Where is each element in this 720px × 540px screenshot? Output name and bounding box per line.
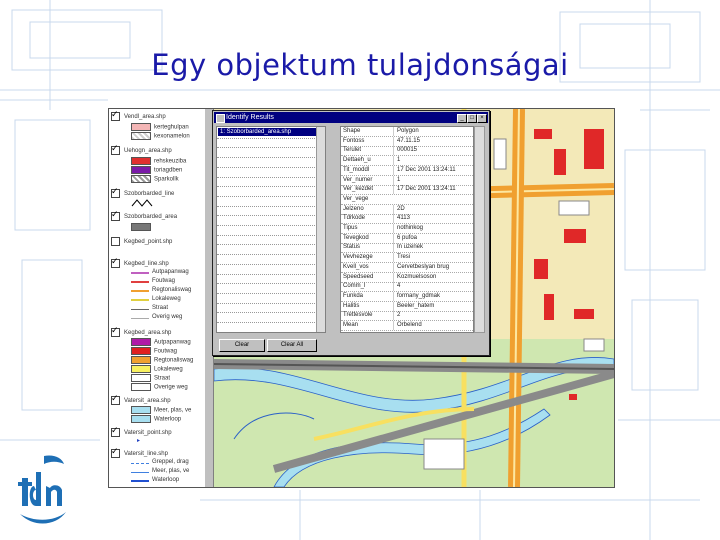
legend-swatch xyxy=(131,132,151,140)
attribute-row xyxy=(341,263,473,273)
identify-icon xyxy=(216,114,225,123)
point-symbol-icon: ▸ xyxy=(137,438,141,444)
attribute-value: 6 pufoa xyxy=(393,234,474,243)
attribute-value: 000015 xyxy=(393,146,474,155)
legend-item xyxy=(131,175,179,183)
layer-checkbox[interactable] xyxy=(111,259,120,268)
attribute-field-name: Speedseed xyxy=(343,273,374,280)
list-row-divider xyxy=(217,274,317,275)
attribute-row xyxy=(341,292,473,302)
legend-item xyxy=(131,278,175,284)
clear-button[interactable]: Clear xyxy=(219,339,265,352)
legend-label: Lokaleweg xyxy=(154,366,183,373)
legend-label: Meer, plas, ve xyxy=(152,468,190,475)
toc-layer[interactable] xyxy=(111,428,172,437)
legend-swatch xyxy=(131,123,151,131)
legend-item xyxy=(131,132,190,140)
legend-label: kerteghulpan xyxy=(154,124,189,131)
list-row-divider xyxy=(217,293,317,294)
layer-name: Kegbed_point.shp xyxy=(124,239,173,246)
dialog-title: Identify Results xyxy=(226,114,274,121)
attribute-field-name: Tdrkode xyxy=(343,215,366,222)
attribute-row xyxy=(341,273,473,283)
attribute-row xyxy=(341,243,473,253)
attribute-field-name: Ver_vege xyxy=(343,195,369,202)
layer-checkbox[interactable] xyxy=(111,396,120,405)
legend-swatch xyxy=(131,356,151,364)
legend-item xyxy=(131,269,189,275)
legend-label: toriagdben xyxy=(154,167,183,174)
list-row-divider xyxy=(217,186,317,187)
attribute-table xyxy=(340,126,474,333)
attribute-value: Cervetbeslyan brug xyxy=(393,263,474,272)
legend-swatch xyxy=(131,347,151,355)
legend-item xyxy=(131,123,189,131)
legend-item xyxy=(131,347,177,355)
attribute-field-name: Fontoss xyxy=(343,137,365,144)
legend-swatch xyxy=(131,406,151,414)
legend-swatch xyxy=(131,296,149,301)
list-row-divider xyxy=(217,283,317,284)
attribute-row xyxy=(341,214,473,224)
layer-name: Kegbed_area.shp xyxy=(124,330,172,337)
layer-name: Vatersit_area.shp xyxy=(124,398,171,405)
legend-label: Lokaleweg xyxy=(152,296,181,303)
layer-name: Szoborbarded_line xyxy=(124,191,175,198)
layer-name: Kegbed_line.shp xyxy=(124,261,169,268)
toc-layer[interactable] xyxy=(111,237,172,246)
layer-name: Szoborbarded_area xyxy=(124,214,178,221)
attribute-row xyxy=(341,253,473,263)
list-row-divider xyxy=(217,138,317,139)
attribute-field-name: Funkda xyxy=(343,292,364,299)
legend-swatch xyxy=(131,223,151,231)
list-row-divider xyxy=(217,157,317,158)
legend-label: Autpapanwag xyxy=(152,269,189,276)
legend-swatch xyxy=(131,314,149,319)
toc-layer[interactable] xyxy=(111,259,169,268)
attribute-value: 17 Dec 2001 13:24:11 xyxy=(393,166,474,175)
legend-item xyxy=(131,223,154,231)
selected-result-item[interactable]: 1: Szoborbarded_area.shp xyxy=(218,128,316,136)
attribute-row xyxy=(341,137,473,147)
attribute-row xyxy=(341,302,473,312)
legend-item xyxy=(131,406,191,414)
attribute-value: 2D xyxy=(393,205,474,214)
legend-swatch xyxy=(131,175,151,183)
layer-checkbox[interactable] xyxy=(111,328,120,337)
legend-label: Autpapanwag xyxy=(154,339,191,346)
layer-name: Vendl_area.shp xyxy=(124,114,166,121)
list-row-divider xyxy=(217,147,317,148)
legend-swatch xyxy=(131,269,149,274)
attribute-value: Kozmuelsoson xyxy=(393,273,474,282)
legend-swatch xyxy=(131,468,149,473)
list-row-divider xyxy=(217,264,317,265)
legend-label: Straat xyxy=(152,305,169,312)
legend-item xyxy=(131,468,189,474)
list-row-divider xyxy=(217,312,317,313)
toc-layer[interactable] xyxy=(111,328,171,337)
attribute-scrollbar[interactable] xyxy=(474,126,485,333)
attribute-row xyxy=(341,205,473,215)
legend-swatch xyxy=(131,459,149,464)
maximize-icon[interactable]: □ xyxy=(467,114,477,123)
close-icon[interactable]: × xyxy=(477,114,487,123)
legend-label: kexonamelon xyxy=(154,133,190,140)
legend-item xyxy=(131,477,179,483)
legend-item xyxy=(131,314,182,320)
toc-layer[interactable] xyxy=(111,212,177,221)
attribute-field-name: Shape xyxy=(343,128,361,134)
attribute-row xyxy=(341,185,473,195)
legend-label: Foutwag xyxy=(152,278,176,285)
attribute-field-name: Mean xyxy=(343,322,359,328)
legend-label: Regtonaliswag xyxy=(154,357,194,364)
layer-checkbox[interactable] xyxy=(111,189,120,198)
attribute-value: nothinkog xyxy=(393,224,474,233)
attribute-field-name: Tipus xyxy=(343,225,358,231)
layer-checkbox[interactable] xyxy=(111,449,120,458)
table-of-contents xyxy=(109,109,206,487)
attribute-row xyxy=(341,127,473,137)
fdm-logo xyxy=(14,452,70,532)
legend-item xyxy=(131,157,186,165)
attribute-value: Beeler_hatem xyxy=(393,302,474,311)
legend-swatch xyxy=(131,415,151,423)
legend-swatch xyxy=(131,157,151,165)
attribute-row xyxy=(341,195,473,205)
attribute-value: Orbelend xyxy=(393,321,474,330)
attribute-field-name: Trettesvole xyxy=(343,312,373,319)
legend-swatch xyxy=(131,338,151,346)
legend-label: Waterloop xyxy=(154,416,182,423)
attribute-row xyxy=(341,156,473,166)
list-row-divider xyxy=(217,177,317,178)
legend-item xyxy=(131,305,168,311)
layer-checkbox[interactable] xyxy=(111,237,120,246)
attribute-value: 4113 xyxy=(393,214,474,223)
dialog-title-bar[interactable] xyxy=(214,112,488,123)
legend-swatch xyxy=(131,383,151,391)
attribute-row xyxy=(341,234,473,244)
legend-label: Sparkollk xyxy=(154,176,179,183)
list-row-divider xyxy=(217,167,317,168)
attribute-value: 47.11.15 xyxy=(393,137,474,146)
legend-swatch xyxy=(131,365,151,373)
legend-item xyxy=(131,374,170,382)
attribute-row xyxy=(341,224,473,234)
attribute-field-name: Kvell_vos xyxy=(343,263,369,270)
legend-label: rehskeuziba xyxy=(154,158,187,165)
legend-item xyxy=(131,459,189,465)
attribute-row xyxy=(341,321,473,331)
attribute-field-name: Ver_numer xyxy=(343,176,373,183)
list-row-divider xyxy=(217,303,317,304)
attribute-value: 4 xyxy=(393,282,474,291)
attribute-field-name: Comm_l xyxy=(343,283,366,290)
attribute-row xyxy=(341,146,473,156)
slide-title: Egy objektum tulajdonságai xyxy=(151,48,569,82)
list-row-divider xyxy=(217,196,317,197)
legend-item xyxy=(131,296,181,302)
list-row-divider xyxy=(217,244,317,245)
attribute-field-name: Terulet xyxy=(343,147,362,154)
legend-label: Greppel, drag xyxy=(152,459,189,466)
clear-all-button[interactable]: Clear All xyxy=(267,339,317,352)
legend-item xyxy=(131,365,183,373)
attribute-value: formany_gdmak xyxy=(393,292,474,301)
attribute-field-name: Status xyxy=(343,244,361,251)
legend-label: Meer, plas, ve xyxy=(154,407,192,414)
legend-swatch xyxy=(131,305,149,310)
attribute-field-name: Halitis xyxy=(343,302,360,309)
legend-swatch xyxy=(131,278,149,283)
list-row-divider xyxy=(217,322,317,323)
attribute-row xyxy=(341,176,473,186)
legend-swatch xyxy=(131,477,149,482)
list-row-divider xyxy=(217,225,317,226)
attribute-value: Polygon xyxy=(393,127,474,136)
attribute-value: Tresi xyxy=(393,253,474,262)
legend-label: Waterloop xyxy=(152,477,180,484)
attribute-value: 1 xyxy=(393,176,474,185)
list-scrollbar[interactable] xyxy=(316,127,325,332)
layer-checkbox[interactable] xyxy=(111,112,120,121)
list-row-divider xyxy=(217,206,317,207)
list-row-divider xyxy=(217,254,317,255)
legend-item xyxy=(131,356,193,364)
toc-layer[interactable] xyxy=(111,449,168,458)
legend-swatch xyxy=(131,287,149,292)
attribute-field-name: Dettaeh_u xyxy=(343,157,371,164)
legend-item xyxy=(131,415,181,423)
legend-label: Overig weg xyxy=(152,314,183,321)
toc-layer[interactable] xyxy=(111,189,174,198)
legend-item xyxy=(131,383,188,391)
attribute-row xyxy=(341,282,473,292)
legend-swatch xyxy=(131,166,151,174)
attribute-field-name: Tit_moddl xyxy=(343,166,370,173)
attribute-value: 2 xyxy=(393,311,474,320)
layer-name: Uehogn_area.shp xyxy=(124,148,172,155)
legend-item xyxy=(131,287,191,293)
toc-layer[interactable] xyxy=(111,146,172,155)
identify-results-dialog xyxy=(212,110,490,356)
layer-name: Vatersit_line.shp xyxy=(124,451,168,458)
attribute-row xyxy=(341,166,473,176)
attribute-value: 17 Dec 2001 13:24:11 xyxy=(393,185,474,194)
attribute-field-name: Ver_kezdet xyxy=(343,186,374,193)
attribute-field-name: Vevhezege xyxy=(343,254,373,261)
list-row-divider xyxy=(217,235,317,236)
legend-label: Regtonaliswag xyxy=(152,287,192,294)
toc-layer[interactable] xyxy=(111,396,171,405)
line-symbol-icon xyxy=(131,198,153,208)
legend-label: Overige weg xyxy=(154,384,188,391)
attribute-field-name: Tevegkod xyxy=(343,234,369,241)
attribute-value: 1 xyxy=(393,156,474,165)
layer-checkbox[interactable] xyxy=(111,428,120,437)
results-list[interactable] xyxy=(216,126,326,333)
layer-checkbox[interactable] xyxy=(111,212,120,221)
attribute-value: In uzenek xyxy=(393,243,474,252)
attribute-row xyxy=(341,311,473,321)
list-row-divider xyxy=(217,215,317,216)
layer-name: Vatersit_point.shp xyxy=(124,430,172,437)
legend-label: Foutwag xyxy=(154,348,178,355)
legend-item xyxy=(131,338,191,346)
legend-item xyxy=(131,166,182,174)
toc-layer[interactable] xyxy=(111,112,166,121)
legend-label: Straat xyxy=(154,375,171,382)
layer-checkbox[interactable] xyxy=(111,146,120,155)
attribute-field-name: Jelzeno xyxy=(343,205,364,212)
legend-swatch xyxy=(131,374,151,382)
minimize-icon[interactable]: _ xyxy=(457,114,467,123)
